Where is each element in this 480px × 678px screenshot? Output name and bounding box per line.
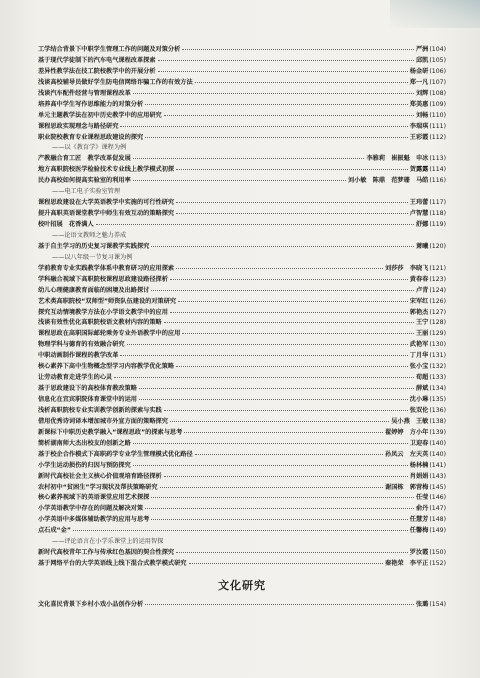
page-number-value: 140 xyxy=(431,450,444,458)
leader-dots xyxy=(158,54,414,61)
entry-title: 小学英语教学中存在的问题及解决对策 xyxy=(38,505,144,513)
entry-page-number: (111) xyxy=(429,122,446,130)
entry-author: 宋军红 xyxy=(409,297,429,305)
leader-dots xyxy=(160,481,384,488)
entry-title: 地方高职院校医学检验技术专业线上教学模式初探 xyxy=(38,166,175,174)
entry-author: 孙凤云 左天英 xyxy=(385,450,429,458)
page-number-value: 140 xyxy=(431,439,444,447)
entry-title: 点石成“金” xyxy=(38,527,71,535)
entry-title: 让劳动教育走进学生的心灵 xyxy=(38,374,113,382)
page-number-value: 133 xyxy=(431,374,444,382)
page-number-value: 135 xyxy=(431,396,444,403)
entry-author: 舒娜 xyxy=(415,221,429,228)
leader-dots xyxy=(127,338,408,345)
entry-author: 李雅莉 崔振魁 申冰 xyxy=(366,155,429,163)
entry-page-number: (154) xyxy=(429,601,446,608)
page-number-value: 112 xyxy=(431,133,444,141)
entry-page-number: (116) xyxy=(429,177,446,185)
leader-dots xyxy=(133,174,346,181)
entry-page-number: (104) xyxy=(429,46,446,53)
entry-title: 浅谈高校辅导员做好学生防电信网络诈骗工作的有效方法 xyxy=(38,78,193,86)
subtitle-text: ——论语文教师之魅力养成 xyxy=(52,231,127,239)
entry-page-number: (105) xyxy=(429,56,446,64)
entry-title: 简析湖南师大杰出校友的创新之路 xyxy=(38,439,131,447)
page-number-value: 119 xyxy=(431,221,444,228)
entry-author: 王玮蕾 xyxy=(409,199,429,207)
entry-page-number: (107) xyxy=(429,78,446,86)
entry-page-number: (134) xyxy=(429,385,446,393)
leader-dots xyxy=(176,207,408,214)
entry-title: 新课标下中职历史教学融入“课程思政”的探索与思考 xyxy=(38,428,183,436)
entry-page-number: (123) xyxy=(429,275,446,283)
entry-page-number: (119) xyxy=(429,221,446,228)
entry-page-number: (121) xyxy=(429,264,446,272)
page-number-value: 124 xyxy=(431,286,444,294)
leader-dots xyxy=(120,349,407,356)
entry-author: 郑一凡 xyxy=(409,78,429,86)
entry-title: 基于网络平台的大学英语线上线下混合式教学模式研究 xyxy=(38,560,187,568)
leader-dots xyxy=(176,262,383,269)
entry-author: 王丽 xyxy=(415,330,429,338)
leader-dots xyxy=(164,470,408,477)
leader-dots xyxy=(145,98,408,105)
toc-entry[interactable] xyxy=(38,241,446,252)
entry-page-number: (140) xyxy=(429,450,446,458)
entry-title: 小学生运动损伤的归因与预防探究 xyxy=(38,461,131,469)
page-number-value: 141 xyxy=(431,461,444,469)
leader-dots xyxy=(73,524,408,531)
entry-author: 武艳军 xyxy=(409,341,429,349)
entry-title: 提升高职英语课堂教学中师生有效互动的策略探究 xyxy=(38,210,175,218)
table-of-contents xyxy=(38,44,446,610)
page-number-value: 134 xyxy=(431,385,444,393)
entry-author: 李瑞琪 xyxy=(409,122,429,130)
leader-dots xyxy=(189,557,384,564)
entry-author: 任馨梅 xyxy=(409,527,429,535)
entry-page-number: (118) xyxy=(429,210,446,218)
entry-page-number: (132) xyxy=(429,363,446,371)
entry-author: 黄春春 xyxy=(409,275,429,283)
leader-dots xyxy=(170,415,389,422)
entry-title: 物理学科与德育的有效融合研究 xyxy=(38,341,125,349)
entry-page-number: (128) xyxy=(429,319,446,327)
page-number-value: 145 xyxy=(431,483,444,491)
entry-author: 谢国栋 郭营梅 xyxy=(385,483,429,491)
entry-page-number: (126) xyxy=(429,297,446,305)
toc-entry[interactable] xyxy=(38,175,446,186)
toc-entry[interactable] xyxy=(38,558,446,569)
entry-author: 杨金研 xyxy=(409,67,429,75)
entry-title: 农村初中“贫困生”学习现状及帮扶策略研究 xyxy=(38,483,158,491)
page-number-value: 123 xyxy=(431,275,444,283)
page-number-value: 143 xyxy=(431,472,444,480)
leader-dots xyxy=(158,65,408,72)
page-number-value: 130 xyxy=(431,341,444,349)
entry-page-number: (120) xyxy=(429,242,446,250)
entry-author: 张璐 xyxy=(415,601,429,608)
entry-page-number: (117) xyxy=(429,199,446,207)
page-number-value: 113 xyxy=(431,155,444,163)
entry-page-number: (124) xyxy=(429,286,446,294)
entry-page-number: (113) xyxy=(429,155,446,163)
leader-dots xyxy=(182,43,414,50)
entry-title: 借用优秀诗词译本增加城市外宣方面的策略探究 xyxy=(38,417,168,425)
leader-dots xyxy=(182,327,414,334)
subtitle-text: ——以八年级一节复习课为例 xyxy=(52,253,133,261)
entry-author: 卢青 xyxy=(415,286,429,294)
entry-author: 郭艳杰 xyxy=(409,308,429,316)
entry-page-number: (147) xyxy=(429,505,446,513)
page-number-value: 114 xyxy=(431,166,444,174)
entry-title: 基于现代学徒制下的汽车电气课程改革探索 xyxy=(38,56,156,64)
entry-title: 民办高校如何提高实验室的利用率 xyxy=(38,177,131,185)
entry-author: 王彩霞 xyxy=(409,133,429,141)
leader-dots xyxy=(170,306,408,313)
entry-author: 刘辉 xyxy=(415,89,429,97)
entry-title: 新时代高校社会主义核心价值观培育路径探析 xyxy=(38,472,162,480)
leader-dots xyxy=(114,371,414,378)
entry-author: 严洲 xyxy=(415,46,429,53)
leader-dots xyxy=(164,316,414,323)
page-number-value: 149 xyxy=(431,527,444,535)
entry-title: 浅谈汽车配件经营与管理课程改革 xyxy=(38,89,131,97)
entry-page-number: (140) xyxy=(429,439,446,447)
leader-dots xyxy=(139,382,414,389)
entry-author: 刘莎莎 李晓飞 xyxy=(385,264,429,272)
page-number-value: 110 xyxy=(431,111,444,119)
entry-author: 卢智慧 xyxy=(409,210,429,218)
entry-author: 郑美惠 xyxy=(409,100,429,108)
entry-author: 吴小燕 王敏 xyxy=(391,417,429,425)
entry-page-number: (129) xyxy=(429,330,446,338)
entry-author: 荀超 xyxy=(415,374,429,382)
page-number-value: 127 xyxy=(431,308,444,316)
entry-author: 罗汝霞 xyxy=(409,549,429,557)
toc-entry[interactable] xyxy=(38,525,446,536)
entry-page-number: (145) xyxy=(429,483,446,491)
entry-page-number: (133) xyxy=(429,374,446,382)
entry-page-number: (127) xyxy=(429,308,446,316)
page-number-value: 131 xyxy=(431,352,444,360)
entry-author: 丁月华 xyxy=(409,352,429,360)
entry-title: 浅析高职院校专业实训教学创新的探索与实践 xyxy=(38,406,162,414)
entry-title: 单元主题教学法在初中历史教学中的应用研究 xyxy=(38,111,162,119)
leader-dots xyxy=(178,295,408,302)
leader-dots xyxy=(139,393,408,400)
entry-title: 产教融合育工匠 教学改革促发展 xyxy=(38,155,131,163)
entry-author: 刘畅 xyxy=(415,111,429,119)
decorative-corner xyxy=(390,0,480,28)
leader-dots xyxy=(195,448,383,455)
entry-title: 学科融合视域下高职院校课程思政建设路径探析 xyxy=(38,275,168,283)
entry-page-number: (138) xyxy=(429,417,446,425)
page-number-value: 116 xyxy=(431,177,444,185)
leader-dots xyxy=(120,120,407,127)
entry-author: 俞丹 xyxy=(415,505,429,513)
page-number-value: 147 xyxy=(431,505,444,513)
entry-page-number: (106) xyxy=(429,67,446,75)
page-number-value: 138 xyxy=(431,417,444,425)
entry-page-number: (112) xyxy=(429,133,446,141)
entry-title: 课程思政在高职国际邮轮乘务专业外语教学中的应用 xyxy=(38,330,181,338)
entry-title: 课程思政实现理念与路径研究 xyxy=(38,122,119,130)
page-number-value: 109 xyxy=(431,100,444,108)
entry-author: 萧曦 xyxy=(415,242,429,250)
entry-author: 刘小敏 陈鼎 范梦珊 马皓 xyxy=(347,177,429,185)
entry-author: 邱凯 xyxy=(415,56,429,64)
leader-dots xyxy=(96,218,414,225)
section-heading: 文化研究 xyxy=(218,579,266,592)
entry-title: 培养高中学生写作思维能力的对策分析 xyxy=(38,100,144,108)
entry-title: 核心素养视域下的英语课堂应用艺术探探 xyxy=(38,494,150,502)
page-number-value: 126 xyxy=(431,297,444,305)
entry-title: 核心素养下高中生物概念型学习内容教学优化策略 xyxy=(38,363,175,371)
page-number-value: 146 xyxy=(431,494,444,502)
entry-title: 艺术类高职院校“双师型”师资队伍建设的对策研究 xyxy=(38,297,177,305)
entry-page-number: (130) xyxy=(429,341,446,349)
entry-page-number: (110) xyxy=(429,111,446,119)
page-number-value: 148 xyxy=(431,516,444,524)
page-number-value: 129 xyxy=(431,330,444,338)
toc-entry[interactable] xyxy=(38,132,446,143)
entry-author: 杨林楠 xyxy=(409,461,429,469)
page-number-value: 136 xyxy=(431,406,444,414)
page-number-value: 154 xyxy=(431,601,444,608)
entry-title: 新时代高校青年工作与传承红色基因的契合性探究 xyxy=(38,549,175,557)
entry-author: 贺露露 xyxy=(409,166,429,174)
entry-author: 王宁 xyxy=(415,319,429,327)
leader-dots xyxy=(133,152,365,159)
page-number-value: 132 xyxy=(431,363,444,371)
entry-author: 任慧芳 xyxy=(409,516,429,524)
page-number-value: 104 xyxy=(431,46,444,53)
leader-dots xyxy=(184,426,383,433)
entry-title: 信息化在宜宾职院体育课堂中的运用 xyxy=(38,396,137,403)
page-number-value: 105 xyxy=(431,56,444,64)
entry-author: 张双伦 xyxy=(409,406,429,414)
leader-dots xyxy=(164,404,408,411)
leader-dots xyxy=(151,491,414,498)
page-number-value: 139 xyxy=(431,428,444,436)
entry-author: 薛斌 xyxy=(415,385,429,393)
entry-title: 中职动画制作课程的教学改革 xyxy=(38,352,119,360)
entry-page-number: (139) xyxy=(429,428,446,436)
toc-entry[interactable] xyxy=(38,219,446,230)
entry-page-number: (109) xyxy=(429,100,446,108)
subtitle-text: ——评论语言在小学乐课堂上的运用智探 xyxy=(52,538,164,546)
entry-title: 职业院校教育专业课程思政建设的探究 xyxy=(38,133,144,141)
leader-dots xyxy=(151,513,407,520)
leader-dots xyxy=(133,459,408,466)
entry-title: 工学结合背景下中职学生管理工作的问题及对策分析 xyxy=(38,46,181,53)
leader-dots xyxy=(133,437,408,444)
page-number-value: 107 xyxy=(431,78,444,86)
entry-author: 翟婷婷 方小年 xyxy=(385,428,429,436)
toc-entry[interactable] xyxy=(38,599,446,610)
entry-title: 学前教育专业实践教学体系中教育研习的应用探索 xyxy=(38,264,175,272)
page-number-value: 152 xyxy=(431,560,444,568)
entry-title: 文化喜民背景下乡村小戏小品创作分析 xyxy=(38,601,144,608)
page-number-value: 108 xyxy=(431,89,444,97)
subtitle-text: ——电工电子实验室管理 xyxy=(52,188,121,196)
entry-author: 任莹 xyxy=(415,494,429,502)
entry-title: 幼儿心理健康教育面临的困境及出路探讨 xyxy=(38,286,150,294)
leader-dots xyxy=(176,163,408,170)
entry-page-number: (108) xyxy=(429,89,446,97)
entry-page-number: (149) xyxy=(429,527,446,535)
entry-author: 张小宝 xyxy=(409,363,429,371)
entry-page-number: (114) xyxy=(429,166,446,174)
entry-title: 小学英语中多媒体辅助教学的应用与思考 xyxy=(38,516,150,524)
entry-page-number: (152) xyxy=(429,560,446,568)
entry-page-number: (135) xyxy=(429,396,446,403)
entry-page-number: (141) xyxy=(429,461,446,469)
entry-page-number: (143) xyxy=(429,472,446,480)
leader-dots xyxy=(133,87,414,94)
subtitle-text: ——以《教育学》课程为例 xyxy=(52,144,127,152)
entry-title: 基于校企合作模式下高职药学专业学生管理模式优化路径 xyxy=(38,450,193,458)
leader-dots xyxy=(195,76,408,83)
leader-dots xyxy=(145,598,414,605)
entry-author: 秦艳荣 李平正 xyxy=(385,560,429,568)
leader-dots xyxy=(151,284,414,291)
leader-dots xyxy=(151,240,414,247)
entry-page-number: (148) xyxy=(429,516,446,524)
entry-title: 探究互动情境教学方法在小学语文教学中的应用 xyxy=(38,308,168,316)
entry-page-number: (131) xyxy=(429,352,446,360)
page-number-value: 150 xyxy=(431,549,444,557)
page-number-value: 128 xyxy=(431,319,444,327)
entry-title: 浅谈有效性优化高职院校语文教材内容的策略 xyxy=(38,319,162,327)
entry-page-number: (150) xyxy=(429,549,446,557)
entry-title: 基于自主学习的历史复习课教学实践探究 xyxy=(38,242,150,250)
entry-title: 基于思政建设下的高校体育教改策略 xyxy=(38,385,137,393)
entry-title: 课程思政建设在大学英语教学中实施的可行性研究 xyxy=(38,199,175,207)
leader-dots xyxy=(164,109,414,116)
page-number-value: 117 xyxy=(431,199,444,207)
leader-dots xyxy=(145,502,414,509)
entry-page-number: (146) xyxy=(429,494,446,502)
leader-dots xyxy=(145,131,408,138)
entry-title: 校叶招展 花香满人 xyxy=(38,221,94,228)
leader-dots xyxy=(176,546,408,553)
page-number-value: 111 xyxy=(431,122,444,130)
leader-dots xyxy=(170,273,408,280)
entry-page-number: (136) xyxy=(429,406,446,414)
page-number-value: 118 xyxy=(431,210,444,218)
page-number-value: 121 xyxy=(431,264,444,272)
entry-author: 卫迎春 xyxy=(409,439,429,447)
page-number-value: 106 xyxy=(431,67,444,75)
entry-author: 肖娟娟 xyxy=(409,472,429,480)
entry-author: 沈小琳 xyxy=(409,396,429,403)
page-number-value: 120 xyxy=(431,242,444,250)
entry-title: 差异性教学法在技工院校教学中的开展分析 xyxy=(38,67,156,75)
leader-dots xyxy=(176,360,408,367)
leader-dots xyxy=(176,196,408,203)
